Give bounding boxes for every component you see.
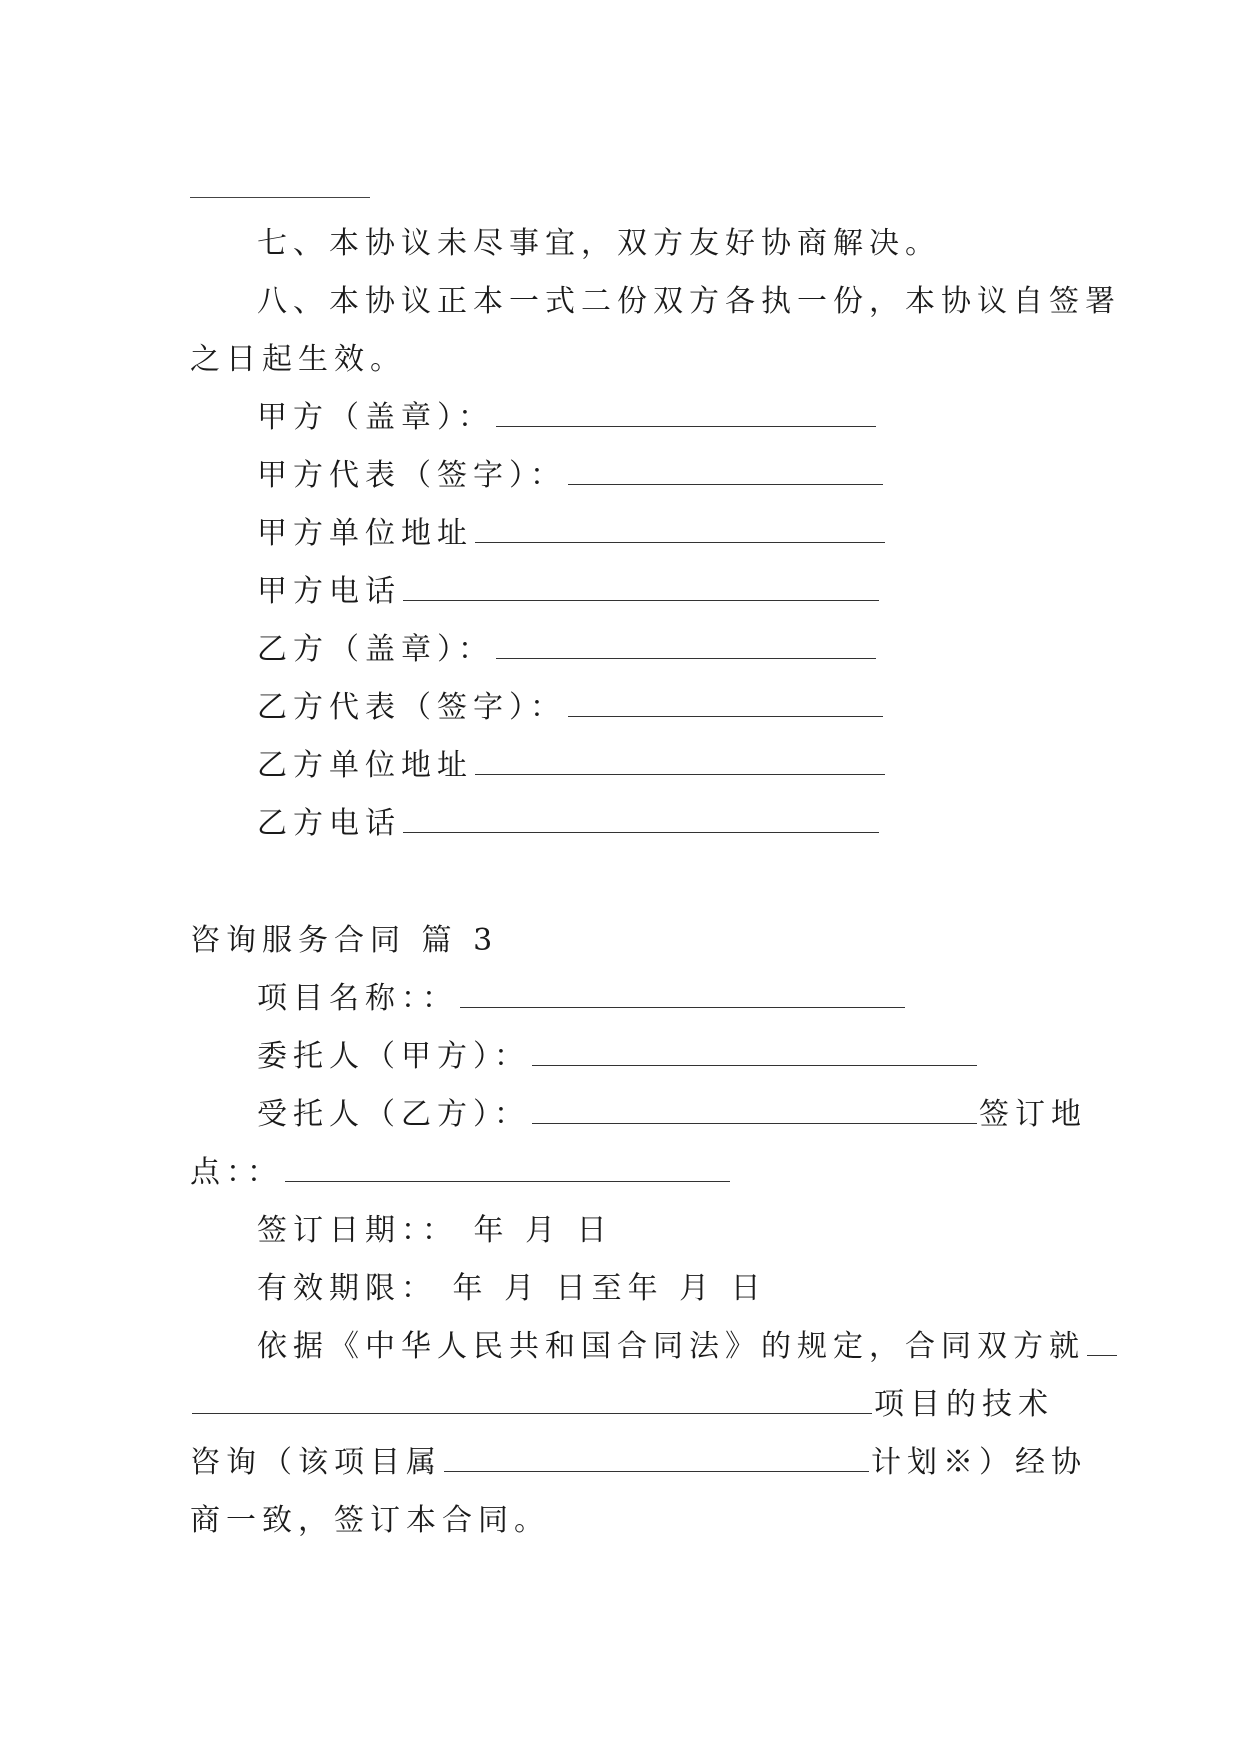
sign-place-blank[interactable] [285, 1157, 730, 1182]
party-b-phone-label: 乙方电话 [257, 806, 401, 841]
party-a-phone-label: 甲方电话 [257, 574, 401, 609]
basis-line-3-head: 咨询（该项目属 [190, 1445, 442, 1480]
sign-place-row [190, 1153, 732, 1193]
party-a-address-label: 甲方单位地址 [257, 516, 473, 551]
sign-place-label-part-2: 点：： [190, 1155, 283, 1190]
project-name-row [257, 979, 907, 1019]
party-a-phone-blank[interactable] [403, 576, 879, 601]
project-subject-blank-start[interactable] [1087, 1331, 1117, 1356]
sign-date: 签订日期：： 年 月 日 [257, 1213, 613, 1248]
party-a-seal-blank[interactable] [496, 402, 876, 427]
validity-period: 有效期限： 年 月 日至年 月 日 [257, 1271, 767, 1306]
client-row [257, 1037, 979, 1077]
project-name-blank[interactable] [460, 983, 905, 1008]
section-3-title: 咨询服务合同 篇 3 [190, 923, 499, 958]
project-subject-blank[interactable] [192, 1389, 872, 1414]
basis-line-3-tail: 计划※）经协 [871, 1445, 1087, 1480]
basis-line-3 [190, 1443, 1087, 1483]
basis-line-4: 商一致，签订本合同。 [190, 1503, 550, 1538]
party-a-seal-label: 甲方（盖章）： [257, 400, 494, 435]
party-b-seal-blank[interactable] [496, 634, 876, 659]
client-label: 委托人（甲方）： [257, 1039, 530, 1074]
client-blank[interactable] [532, 1041, 977, 1066]
party-a-seal-row [257, 398, 878, 438]
party-a-rep-label: 甲方代表（签字）： [257, 458, 566, 493]
clause-7: 七、本协议未尽事宜，双方友好协商解决。 [257, 226, 941, 261]
party-b-address-label: 乙方单位地址 [257, 748, 473, 783]
basis-line-2-tail: 项目的技术 [874, 1387, 1054, 1422]
continuation-rule [190, 197, 370, 198]
party-a-address-row [257, 514, 887, 554]
party-b-rep-blank[interactable] [568, 692, 883, 717]
party-a-rep-blank[interactable] [568, 460, 883, 485]
party-b-address-row [257, 746, 887, 786]
basis-line-1 [257, 1327, 1119, 1367]
contractor-row [257, 1095, 1087, 1135]
party-b-rep-row [257, 688, 885, 728]
contractor-blank[interactable] [532, 1099, 977, 1124]
party-b-address-blank[interactable] [475, 750, 885, 775]
sign-place-label-part-1: 签订地 [979, 1097, 1087, 1132]
basis-line-2 [190, 1385, 1054, 1425]
party-b-seal-row [257, 630, 878, 670]
party-b-rep-label: 乙方代表（签字）： [257, 690, 566, 725]
contractor-label: 受托人（乙方）： [257, 1097, 530, 1132]
party-b-phone-row [257, 804, 881, 844]
party-b-seal-label: 乙方（盖章）： [257, 632, 494, 667]
party-a-rep-row [257, 456, 885, 496]
party-a-address-blank[interactable] [475, 518, 885, 543]
party-a-phone-row [257, 572, 881, 612]
clause-8-line-2: 之日起生效。 [190, 342, 406, 377]
plan-blank[interactable] [444, 1447, 869, 1472]
party-b-phone-blank[interactable] [403, 808, 879, 833]
basis-line-1-text: 依据《中华人民共和国合同法》的规定，合同双方就 [257, 1329, 1085, 1364]
clause-8-line-1: 八、本协议正本一式二份双方各执一份，本协议自签署 [257, 284, 1121, 319]
project-name-label: 项目名称：： [257, 981, 458, 1016]
